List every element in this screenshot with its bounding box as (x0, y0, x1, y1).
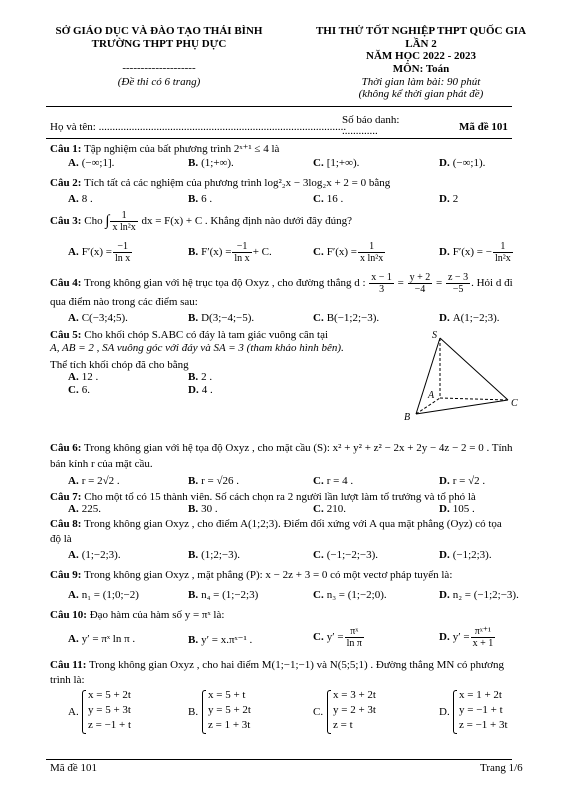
q8-option-a[interactable]: A. (1;−2;3). (68, 549, 121, 561)
q5-option-d[interactable]: D. 4 . (188, 384, 213, 396)
label-s: S (432, 330, 437, 341)
q2-option-c[interactable]: C. 16 . (313, 193, 344, 205)
question-2: Câu 2: Tích tất cả các nghiệm của phương trình log²₂x − 3log₂x + 2 = 0 bằng (50, 177, 391, 189)
edge-ac (440, 398, 508, 400)
label-c: C (511, 398, 518, 409)
q1-option-a[interactable]: A. (−∞;1]. (68, 157, 115, 169)
q7-option-d[interactable]: D. 105 . (439, 503, 475, 515)
q1-option-d[interactable]: D. (−∞;1). (439, 157, 486, 169)
q5-option-c[interactable]: C. 6. (68, 384, 90, 396)
q6-option-a[interactable]: A. r = 2√2 . (68, 475, 120, 487)
q11-a-brace (82, 690, 86, 734)
footer-rule (46, 759, 512, 760)
q11-c-brace (327, 690, 331, 734)
label-b: B (404, 412, 411, 423)
q4-option-a[interactable]: A. C(−3;4;5). (68, 312, 128, 324)
q11-option-c[interactable]: x = 3 + 2t y = 2 + 3t z = t (333, 689, 376, 731)
q11-b-brace (202, 690, 206, 734)
q4-option-d[interactable]: D. A(1;−2;3). (439, 312, 500, 324)
header-top-rule (46, 106, 512, 107)
q4-option-c[interactable]: C. B(−1;2;−3). (313, 312, 380, 324)
q10-option-b[interactable]: B. y′ = x.πˣ⁻¹ . (188, 634, 253, 646)
pyramid-figure (398, 328, 528, 424)
question-5: Câu 5: Cho khối chóp S.ABC có đáy là tam giác vuông cân tại (50, 329, 329, 341)
question-8: Câu 8: Trong không gian Oxyz , cho điểm A(1;2;3). Điểm đối xứng với A qua mặt phẳng (Oyz) có tọa (50, 518, 502, 530)
pages-note: (Đề thi có 6 trang) (117, 76, 201, 88)
q9-option-a[interactable]: A. n₁ = (1;0;−2) (68, 589, 139, 601)
label-a: A (428, 390, 435, 401)
edge-bc (416, 400, 508, 414)
q7-option-c[interactable]: C. 210. (313, 503, 346, 515)
q7-option-b[interactable]: B. 30 . (188, 503, 218, 515)
question-11-line2: trình là: (50, 674, 85, 686)
q4-option-b[interactable]: B. D(3;−4;−5). (188, 312, 255, 324)
q6-option-c[interactable]: C. r = 4 . (313, 475, 354, 487)
header-bottom-rule (46, 138, 512, 139)
question-5-line2: A, AB = 2 , SA vuông góc với đáy và SA = 3 (tham khảo hình bên). (50, 342, 344, 354)
q11-option-c-label[interactable]: C. (313, 706, 324, 718)
q8-option-c[interactable]: C. (−1;−2;−3). (313, 549, 379, 561)
q10-option-a[interactable]: A. y′ = πˣ ln π . (68, 633, 136, 645)
q5-option-a[interactable]: A. 12 . (68, 371, 99, 383)
q7-option-a[interactable]: A. 225. (68, 503, 101, 515)
question-4-line2: qua điểm nào trong các điểm sau: (50, 296, 198, 308)
q11-option-a-label[interactable]: A. (68, 706, 79, 718)
question-6: Câu 6: Trong không gian với hệ tọa độ Oxyz , cho mặt cầu (S): x² + y² + z² − 2x + 2y − 4z − 2 = 0 . Tính (50, 442, 513, 454)
subject: MÔN: Toán (392, 63, 450, 75)
question-10: Câu 10: Đạo hàm của hàm số y = πˣ là: (50, 609, 225, 621)
q2-option-d[interactable]: D. 2 (439, 193, 459, 205)
dashes: -------------------- (122, 62, 196, 74)
question-7: Câu 7: Cho một tổ có 15 thành viên. Số cách chọn ra 2 người lần lượt làm tổ trưởng và tổ phó là (50, 491, 476, 503)
question-1: Câu 1: Tập nghiệm của bất phương trình 2ˣ⁺¹ ≤ 4 là (50, 143, 280, 155)
exam-round: LẦN 2 (405, 38, 437, 50)
q10-option-d[interactable]: D. y′ = $\frac{\text{πˣ⁺¹}}{x + 1}$ (439, 626, 494, 649)
edge-sb (416, 338, 440, 414)
school-year: NĂM HỌC 2022 - 2023 (366, 50, 476, 62)
exam-title: THI THỬ TỐT NGHIỆP THPT QUỐC GIA (315, 25, 527, 37)
q9-option-c[interactable]: C. n₃ = (1;−2;0). (313, 589, 387, 601)
q3-option-d[interactable]: D. F′(x) = − $\frac{1}{\text{ln²x}}$ (439, 241, 511, 264)
q11-option-a[interactable]: x = 5 + 2t y = 5 + 3t z = −1 + t (88, 689, 132, 731)
time-limit: Thời gian làm bài: 90 phút (361, 76, 481, 88)
q10-option-c[interactable]: C. y′ = $\frac{\text{πˣ}}{\text{ln π}}$ (313, 626, 362, 649)
name-field-label: Họ và tên: .......................................................................................... (50, 121, 347, 133)
q8-option-b[interactable]: B. (1;2;−3). (188, 549, 240, 561)
exam-code: Mã đề 101 (459, 121, 508, 133)
q2-option-a[interactable]: A. 8 . (68, 193, 93, 205)
question-4: Câu 4: Trong không gian với hệ trục tọa độ Oxyz , cho đường thẳng d : $\frac{x - 1}{3}$ = $\frac{y + 2}{-4}$ = $\frac{z - 3}{-5}$ . Hỏi d đi (50, 272, 513, 295)
q2-option-b[interactable]: B. 6 . (188, 193, 213, 205)
q11-option-b-label[interactable]: B. (188, 706, 199, 718)
q9-option-d[interactable]: D. n₂ = (−1;2;−3). (439, 589, 519, 601)
q1-option-b[interactable]: B. (1;+∞). (188, 157, 234, 169)
school-name: TRƯỜNG THPT PHỤ DỰC (91, 38, 227, 50)
q3-option-b[interactable]: B. F′(x) = $\frac{-1}{\text{ln x}}$ + C. (188, 241, 272, 264)
question-9: Câu 9: Trong không gian Oxyz , mặt phẳng (P): x − 2z + 3 = 0 có một vectơ pháp tuyến là: (50, 569, 453, 581)
footer-page-number: Trang 1/6 (480, 762, 523, 774)
question-5-line3: Thể tích khối chóp đã cho bằng (50, 359, 189, 371)
q3-option-c[interactable]: C. F′(x) = $\frac{1}{\text{x ln²x}}$ (313, 241, 384, 264)
question-8-line2: độ là (50, 533, 72, 545)
q3-option-a[interactable]: A. F′(x) = $\frac{-1}{\text{ln x}}$ (68, 241, 131, 264)
q9-option-b[interactable]: B. n₄ = (1;−2;3) (188, 589, 259, 601)
footer-exam-code: Mã đề 101 (50, 762, 98, 774)
q11-option-d-label[interactable]: D. (439, 706, 450, 718)
q11-d-brace (453, 690, 457, 734)
q6-option-b[interactable]: B. r = √26 . (188, 475, 239, 487)
q6-option-d[interactable]: D. r = √2 . (439, 475, 486, 487)
edge-sc (440, 338, 508, 400)
sbd-dots: ............. (342, 125, 378, 137)
question-3: Câu 3: Cho ∫ $\frac{1}{\text{x ln²x}}$ dx = F(x) + C . Khẳng định nào dưới đây đúng? (50, 210, 353, 233)
q11-option-d[interactable]: x = 1 + 2t y = −1 + t z = −1 + 3t (459, 689, 508, 731)
question-6-line2: bán kính r của mặt cầu. (50, 458, 153, 470)
sbd-label: Số báo danh: (342, 114, 400, 126)
q1-option-c[interactable]: C. [1;+∞). (313, 157, 360, 169)
time-note: (không kể thời gian phát đề) (358, 88, 484, 100)
q5-option-b[interactable]: B. 2 . (188, 371, 213, 383)
q8-option-d[interactable]: D. (−1;2;3). (439, 549, 492, 561)
q11-option-b[interactable]: x = 5 + t y = 5 + 2t z = 1 + 3t (208, 689, 251, 731)
department-name: SỞ GIÁO DỤC VÀ ĐÀO TẠO THÁI BÌNH (55, 25, 263, 37)
question-11: Câu 11: Trong không gian Oxyz , cho hai điểm M(1;−1;−1) và N(5;5;1) . Đường thẳng MN có phương (50, 659, 504, 671)
